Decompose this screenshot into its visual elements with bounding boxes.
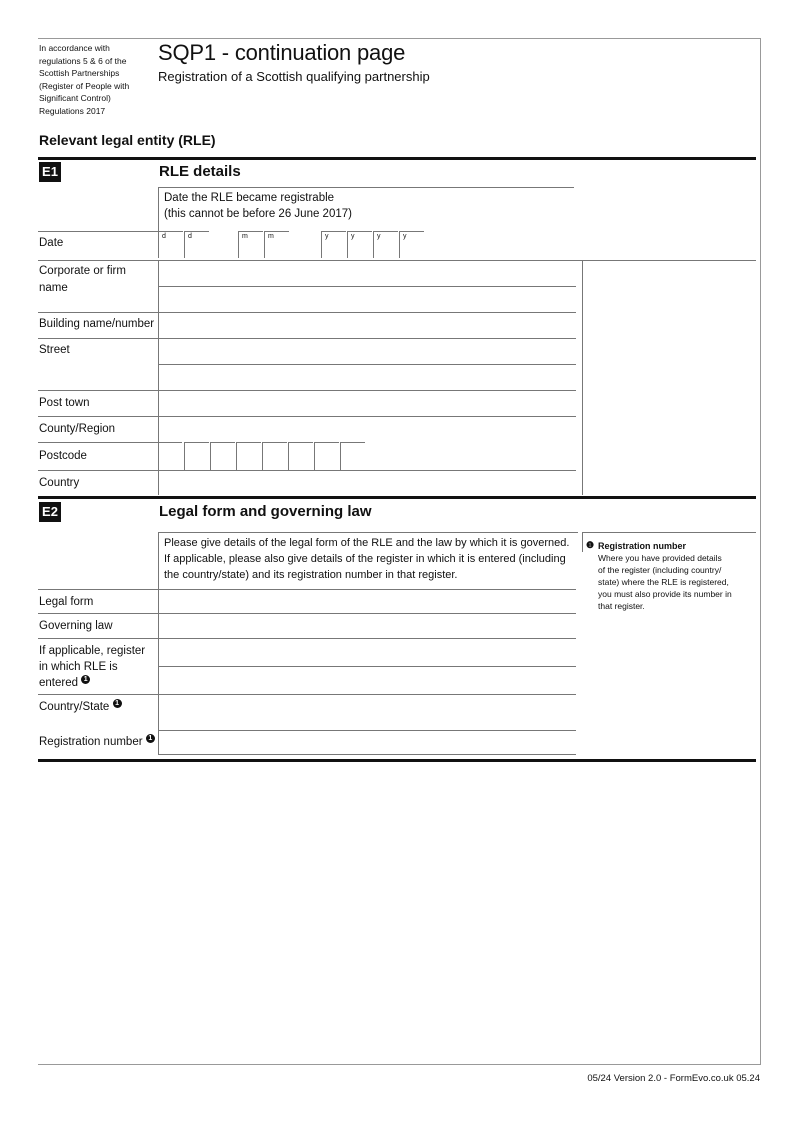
footer-rule [38,1064,761,1065]
legal-form-label: Legal form [39,596,94,608]
e2-intro-line1: Please give details of the legal form of the RLE and the law by which it is governed. [164,537,570,549]
country-state-label: Country/State 1 [39,699,122,715]
post-town-field[interactable] [159,391,575,416]
registration-note-line3: state) where the RLE is registered, [598,577,729,587]
footer-version: 05/24 Version 2.0 - FormEvo.co.uk 05.24 [587,1073,760,1084]
registration-note-line2: of the register (including country/ [598,565,722,575]
register-label-1: If applicable, register [39,645,146,657]
register-field-2[interactable] [159,667,575,693]
registration-note-title: Registration number [598,541,687,551]
registration-note-line1: Where you have provided details [598,553,722,563]
governing-law-field[interactable] [159,614,575,637]
date-box-y4[interactable]: y [399,231,424,258]
country-state-field[interactable] [159,695,575,729]
section-e2-badge: E2 [39,502,61,522]
date-label: Date [39,237,64,249]
postcode-box-3[interactable] [210,442,235,470]
county-label: County/Region [39,423,116,435]
country-label: Country [39,477,80,489]
info-icon: 1 [113,699,122,708]
e2-intro-line2: If applicable, please also give details of the register in which it is entered (including [164,553,566,565]
date-box-d1[interactable]: d [158,231,183,258]
form-title: SQP1 - continuation page [158,40,406,65]
date-box-m2[interactable]: m [264,231,289,258]
form-subtitle: Registration of a Scottish qualifying partnership [158,69,430,84]
postcode-label: Postcode [39,450,87,462]
corporate-name-field-2[interactable] [159,287,575,311]
register-label-3: entered 1 [39,675,90,691]
registration-note-icon: ❶ [586,540,595,550]
rle-heading: Relevant legal entity (RLE) [39,132,216,148]
corporate-name-label-2: name [39,282,68,294]
building-label: Building name/number [39,318,155,330]
register-field-1[interactable] [159,639,575,665]
date-intro-line2: (this cannot be before 26 June 2017) [164,208,352,220]
postcode-box-6[interactable] [288,442,313,470]
county-field[interactable] [159,417,575,442]
date-intro-line1: Date the RLE became registrable [164,192,335,204]
building-field[interactable] [159,313,575,338]
post-town-label: Post town [39,397,90,409]
postcode-box-4[interactable] [236,442,261,470]
registration-note-line5: that register. [598,601,645,611]
notes-column-divider [582,260,583,495]
registration-number-field[interactable] [159,731,575,754]
street-field-1[interactable] [159,339,575,364]
date-box-y3[interactable]: y [373,231,398,258]
date-box-y2[interactable]: y [347,231,372,258]
date-box-y1[interactable]: y [321,231,346,258]
postcode-box-5[interactable] [262,442,287,470]
postcode-box-8[interactable] [340,442,365,470]
street-field-2[interactable] [159,365,575,390]
section-e2-title: Legal form and governing law [159,503,372,520]
postcode-box-7[interactable] [314,442,339,470]
section-e1-rule [38,157,756,160]
postcode-box-1[interactable] [158,442,182,470]
register-label-2: in which RLE is [39,661,118,673]
section-e2-rule [38,496,756,499]
registration-note-line4: you must also provide its number in [598,589,732,599]
e2-intro-line3: the country/state) and its registration number in that register. [164,569,458,581]
corporate-name-label-1: Corporate or firm [39,265,126,277]
country-field[interactable] [159,471,575,495]
section-end-rule [38,759,756,762]
info-icon: 1 [81,675,90,684]
date-box-m1[interactable]: m [238,231,263,258]
date-box-d2[interactable]: d [184,231,209,258]
legal-form-field[interactable] [159,590,575,613]
governing-law-label: Governing law [39,620,113,632]
section-e1-title: RLE details [159,163,241,180]
corporate-name-field-1[interactable] [159,261,575,285]
postcode-box-2[interactable] [184,442,209,470]
street-label: Street [39,344,70,356]
info-icon: 1 [146,734,155,743]
regulation-text: In accordance with regulations 5 & 6 of the Scottish Partnerships (Register of People with Significant Control) Regulations 2017 [39,43,130,116]
registration-number-label: Registration number 1 [39,734,155,750]
section-e1-badge: E1 [39,162,61,182]
